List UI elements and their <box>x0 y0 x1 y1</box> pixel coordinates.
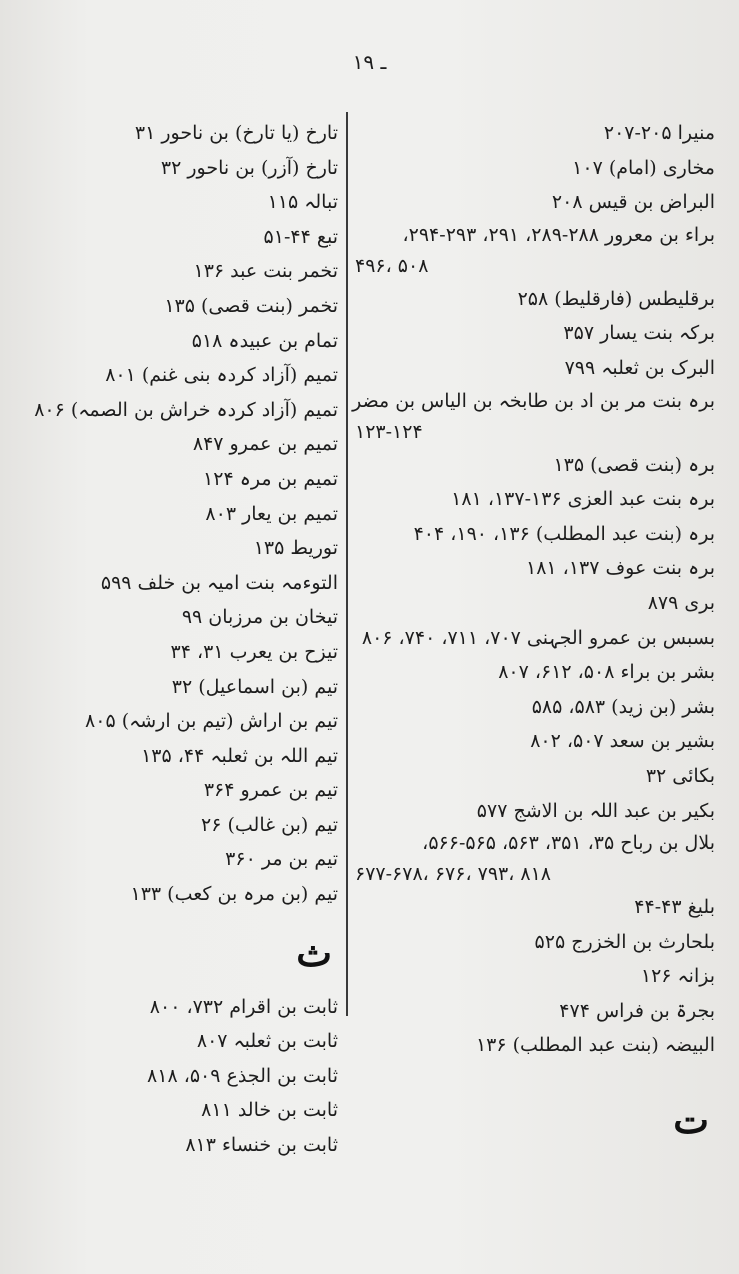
index-entry: البراض بن قیس ۲۰۸ <box>551 191 715 214</box>
index-entry: ثابت بن خنساء ۸۱۳ <box>185 1134 338 1157</box>
index-entry: تبع ۴۴-۵۱ <box>263 225 338 248</box>
index-entry: برہ بنت عبد العزی ۱۳۶-۱۳۷، ۱۸۱ <box>451 488 715 511</box>
page-number: ۱۹ ـ <box>352 50 387 74</box>
index-entry: تیم (بن غالب) ۲۶ <box>201 813 338 836</box>
index-entry: تیم (بن مرہ بن کعب) ۱۳۳ <box>130 883 338 906</box>
index-entry: بکیر بن عبد اللہ بن الاشج ۵۷۷ <box>476 799 715 822</box>
index-entry: بشر بن براء ۵۰۸، ۶۱۲، ۸۰۷ <box>498 661 715 684</box>
index-entry: تیم (بن اسماعیل) ۳۲ <box>171 675 338 698</box>
index-entry: بلیغ ۴۳-۴۴ <box>634 896 715 919</box>
index-entry: تخمر بنت عبد ۱۳۶ <box>193 260 338 283</box>
index-entry: مخاری (امام) ۱۰۷ <box>572 156 715 179</box>
index-entry: برکہ بنت یسار ۳۵۷ <box>563 322 715 345</box>
index-entry: بری ۸۷۹ <box>647 591 715 614</box>
index-entry: بلال بن رباح ۳۵، ۳۵۱، ۵۶۳، ۵۶۵-۵۶۶، <box>422 832 715 855</box>
index-entry: تارخ (یا تارخ) بن ناحور ۳۱ <box>134 122 338 144</box>
index-entry: برہ (بنت قصی) ۱۳۵ <box>553 453 715 476</box>
index-entry: تمیم (آزاد کردہ بنی غنم) ۸۰۱ <box>105 364 338 387</box>
index-entry: تمیم بن مرہ ۱۲۴ <box>203 467 338 490</box>
index-entry: ثابت بن خالد ۸۱۱ <box>201 1099 338 1122</box>
index-entry: البرک بن ثعلبہ ۷۹۹ <box>564 356 715 379</box>
index-entry: بزانہ ۱۲۶ <box>640 965 715 988</box>
index-entry: التوءمہ بنت امیہ بن خلف ۵۹۹ <box>100 571 338 594</box>
index-entry: تیم بن اراش (تیم بن ارشہ) ۸۰۵ <box>85 710 338 733</box>
index-entry-continuation: ۱۲۳-۱۲۴ <box>355 420 423 443</box>
index-entry: بجرۃ بن فراس ۴۷۴ <box>559 999 715 1022</box>
index-entry-continuation: ۶۷۷-۶۷۸، ۶۷۶، ۷۹۳، ۸۱۸ <box>355 863 552 886</box>
index-entry: توریط ۱۳۵ <box>253 537 338 560</box>
index-entry: تیم اللہ بن ثعلبہ ۴۴، ۱۳۵ <box>141 744 338 767</box>
right-column <box>352 116 715 1151</box>
section-heading-letter: ت <box>673 1097 709 1143</box>
index-entry: تمیم بن عمرو ۸۴۷ <box>192 433 338 456</box>
index-entry: تارخ (آزر) بن ناحور ۳۲ <box>160 156 338 179</box>
index-entry: برہ (بنت عبد المطلب) ۱۳۶، ۱۹۰، ۴۰۴ <box>413 522 715 545</box>
index-entry: تیزح بن یعرب ۳۱، ۳۴ <box>170 640 338 663</box>
index-entry: براء بن معرور ۲۸۸-۲۸۹، ۲۹۱، ۲۹۳-۲۹۴، <box>402 223 715 246</box>
index-entry: تمیم بن یعار ۸۰۳ <box>205 502 338 525</box>
index-entry: تمیم (آزاد کردہ خراش بن الصمہ) ۸۰۶ <box>34 398 338 421</box>
index-entry: بسبس بن عمرو الجہنی ۷۰۷، ۷۱۱، ۷۴۰، ۸۰۶ <box>361 626 715 649</box>
index-entry: برہ بنت عوف ۱۳۷، ۱۸۱ <box>526 557 715 580</box>
index-entry: بلحارث بن الخزرج ۵۲۵ <box>534 930 715 953</box>
index-entry: تمام بن عبیدہ ۵۱۸ <box>191 329 338 352</box>
index-entry: تیم بن عمرو ۳۶۴ <box>203 779 338 802</box>
left-column <box>34 116 338 1163</box>
index-entry: بشیر بن سعد ۵۰۷، ۸۰۲ <box>530 730 715 753</box>
index-entry: تیم بن مر ۳۶۰ <box>225 848 338 871</box>
index-entry: تیخان بن مرزبان ۹۹ <box>181 606 338 629</box>
index-entry: منیرا ۲۰۵-۲۰۷ <box>603 122 715 144</box>
index-entry: البیضہ (بنت عبد المطلب) ۱۳۶ <box>475 1034 715 1057</box>
index-entry: برہ بنت مر بن اد بن طابخہ بن الیاس بن مضر <box>352 389 715 412</box>
index-entry: بکائی ۳۲ <box>645 764 715 787</box>
index-entry: تخمر (بنت قصی) ۱۳۵ <box>164 294 338 317</box>
section-heading-letter: ث <box>296 929 332 975</box>
index-entry-continuation: ۴۹۶، ۵۰۸ <box>355 254 429 277</box>
column-divider <box>346 112 348 1016</box>
index-entry: تبالہ ۱۱۵ <box>267 191 338 214</box>
index-entry: بشر (بن زید) ۵۸۳، ۵۸۵ <box>531 695 715 718</box>
index-entry: ثابت بن ثعلبہ ۸۰۷ <box>196 1030 338 1053</box>
index-entry: ثابت بن اقرام ۷۳۲، ۸۰۰ <box>149 995 338 1018</box>
index-entry: ثابت بن الجذع ۵۰۹، ۸۱۸ <box>147 1064 338 1087</box>
index-entry: برقلیطس (فارقلیط) ۲۵۸ <box>517 287 715 310</box>
